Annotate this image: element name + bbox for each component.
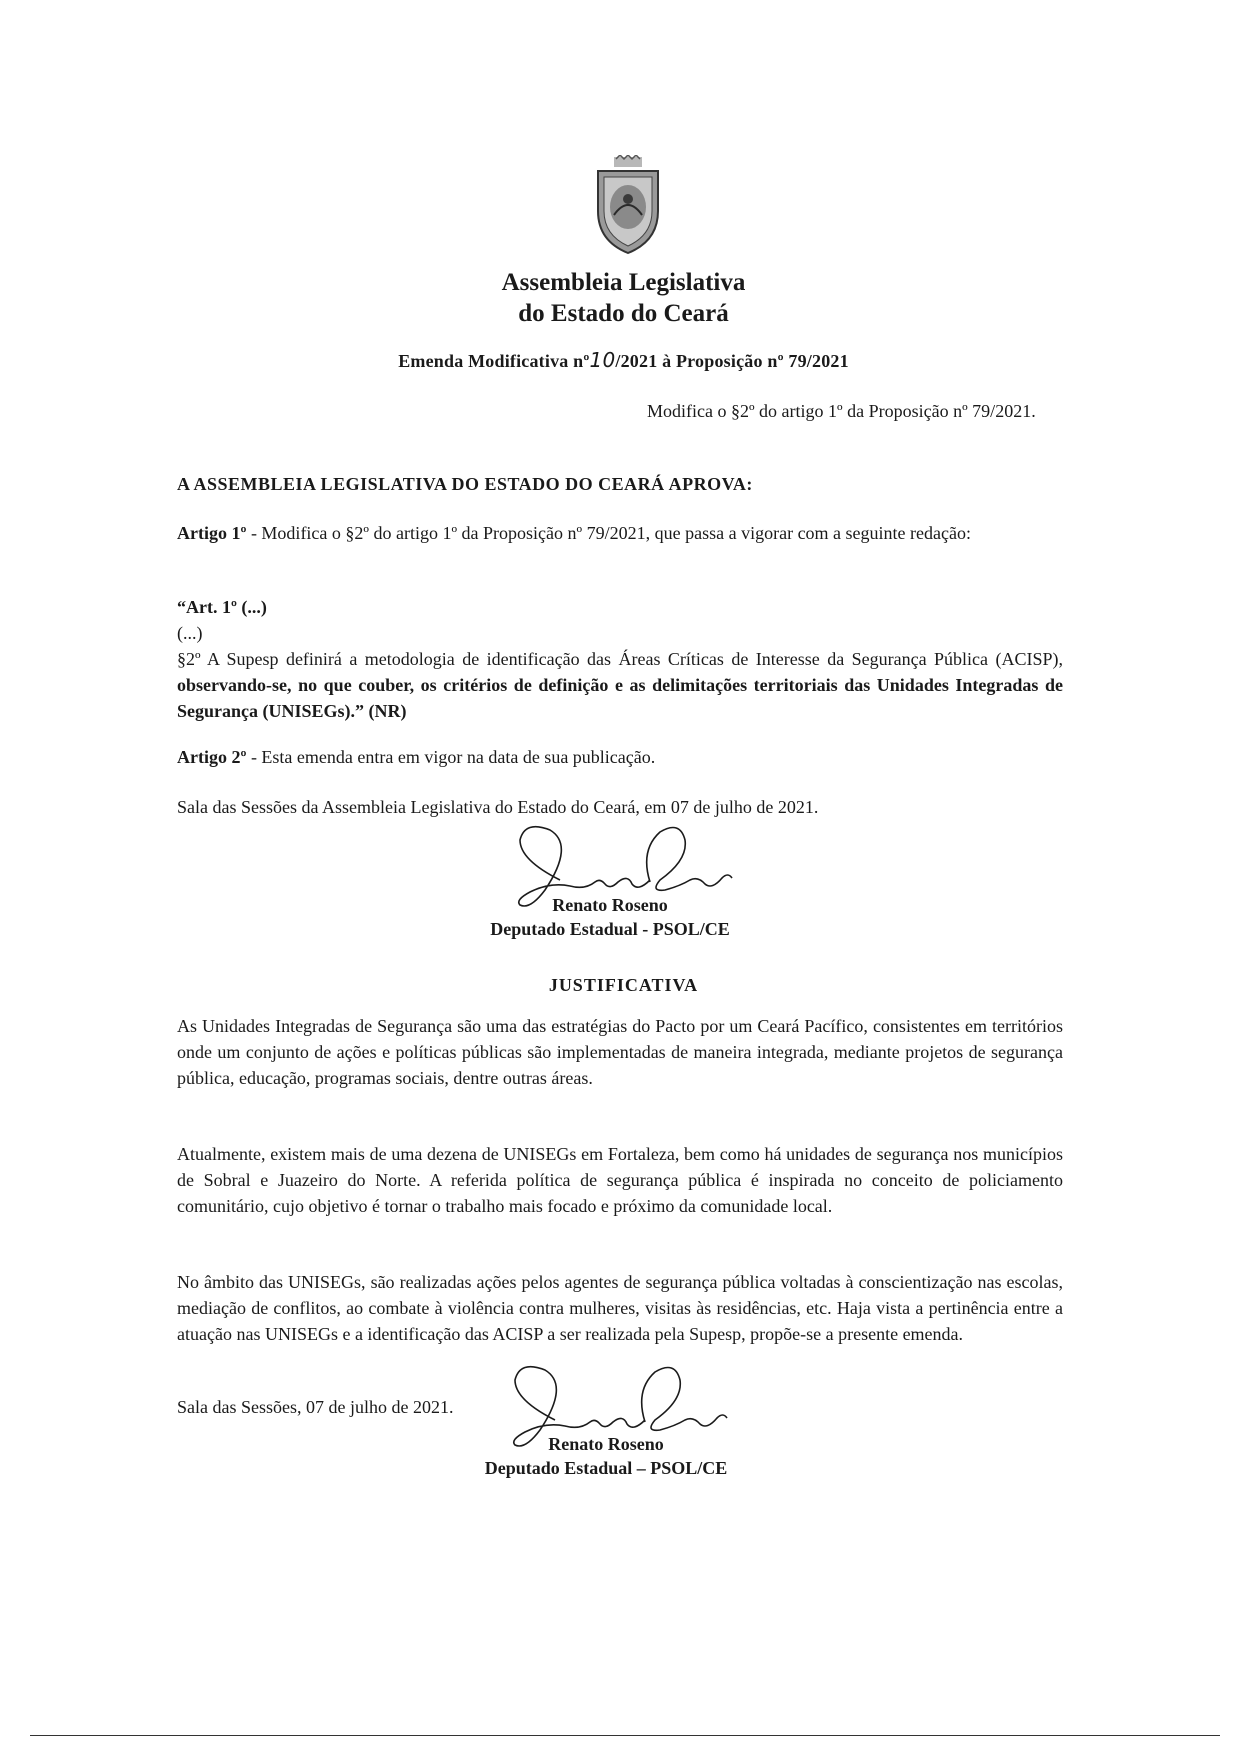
state-crest-seal — [590, 155, 666, 255]
quoted-ellipsis: (...) — [177, 623, 203, 643]
article-2-text: - Esta emenda entra em vigor na data de sua publicação. — [246, 747, 656, 767]
amendment-title — [0, 348, 1247, 372]
amendment-number: 10 — [589, 348, 616, 372]
quoted-article — [177, 594, 1063, 724]
signatory-name-2: Renato Roseno — [548, 1434, 664, 1454]
quoted-paragraph-bold: observando-se, no que couber, os critérios de definição e as delimitações territoriais das Unidades Integradas de Segurança (UNISEGs).” (NR) — [177, 675, 1063, 721]
amendment-prefix: Emenda Modificativa nº — [398, 351, 590, 371]
ementa: Modifica o §2º do artigo 1º da Proposição nº 79/2021. — [647, 401, 1036, 421]
institution-title-line2: do Estado do Ceará — [518, 300, 729, 327]
article-1-text: - Modifica o §2º do artigo 1º da Proposição nº 79/2021, que passa a vigorar com a seguinte redação: — [246, 523, 971, 543]
institution-title-line1: Assembleia Legislativa — [501, 269, 746, 296]
quoted-paragraph-plain: §2º A Supesp definirá a metodologia de identificação das Áreas Críticas de Interesse da Segurança Pública (ACISP), — [177, 649, 1063, 669]
signatory-role-2: Deputado Estadual – PSOL/CE — [484, 1458, 728, 1478]
session-date-1: Sala das Sessões da Assembleia Legislativa do Estado do Ceará, em 07 de julho de 2021. — [177, 797, 819, 817]
signatory-name-1: Renato Roseno — [552, 895, 668, 915]
footer-divider — [30, 1735, 1220, 1736]
amendment-suffix: /2021 à Proposição nº 79/2021 — [615, 351, 849, 371]
session-date-2: Sala das Sessões, 07 de julho de 2021. — [177, 1397, 454, 1417]
signature-block-2 — [456, 1432, 756, 1480]
justification-paragraph-2: Atualmente, existem mais de uma dezena de UNISEGs em Fortaleza, bem como há unidades de segurança nos municípios de Sobral e Juazeiro do Norte. A referida política de segurança pública é inspirada no conceito de policiamento comunitário, cujo objetivo é tornar o trabalho mais focado e próximo da comunidade local. — [177, 1144, 1063, 1216]
article-1 — [177, 520, 1063, 546]
article-2 — [177, 744, 1063, 770]
signature-block-1 — [460, 893, 760, 941]
enactment-clause: A ASSEMBLEIA LEGISLATIVA DO ESTADO DO CEARÁ APROVA: — [177, 474, 753, 494]
signatory-role-1: Deputado Estadual - PSOL/CE — [490, 919, 730, 939]
justification-paragraph-1: As Unidades Integradas de Segurança são uma das estratégias do Pacto por um Ceará Pacífico, consistentes em territórios onde um conjunto de ações e políticas públicas são implementadas de maneira integrada, mediante projetos de segurança pública, educação, programas sociais, dentre outras áreas. — [177, 1016, 1063, 1088]
article-1-label: Artigo 1º — [177, 523, 247, 543]
justification-title: JUSTIFICATIVA — [548, 975, 699, 995]
quoted-art-line: “Art. 1º (...) — [177, 597, 267, 617]
justification-paragraph-3: No âmbito das UNISEGs, são realizadas ações pelos agentes de segurança pública voltadas à conscientização nas escolas, mediação de conflitos, ao combate à violência contra mulheres, visitas às residências, etc. Haja vista a pertinência entre a atuação nas UNISEGs e a identificação das ACISP a ser realizada pela Supesp, propõe-se a presente emenda. — [177, 1272, 1063, 1344]
article-2-label: Artigo 2º — [177, 747, 247, 767]
